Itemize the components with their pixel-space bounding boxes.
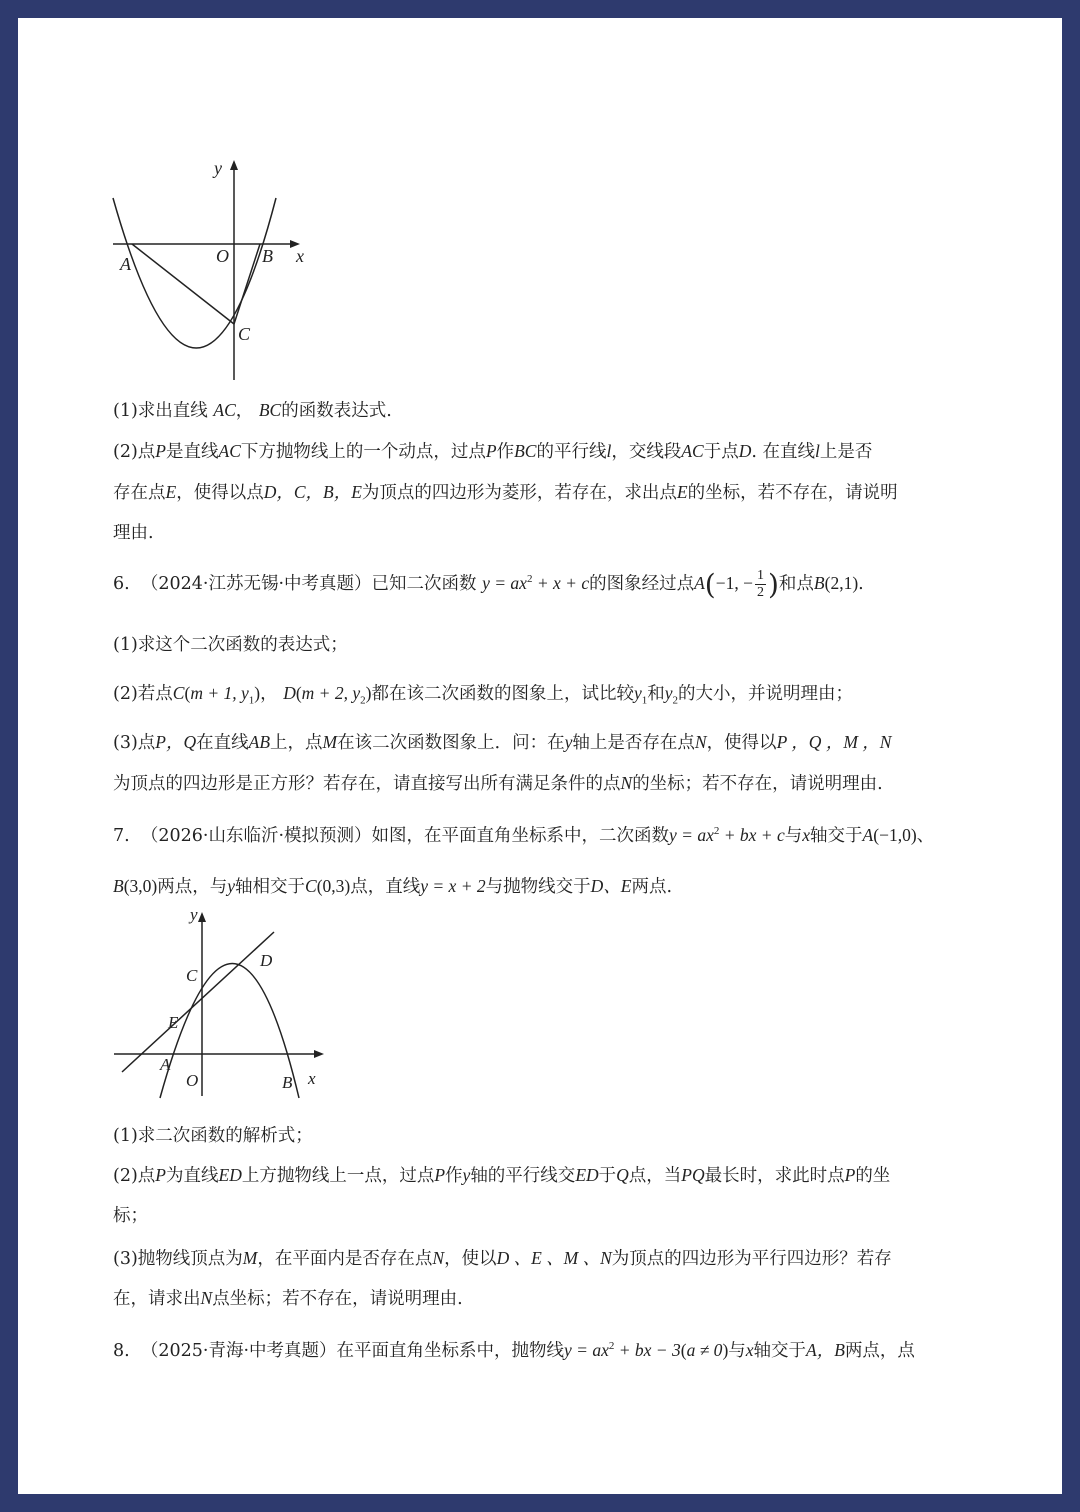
label-e: E <box>168 1013 179 1032</box>
q7-stem-line1: 7. （2026·山东临沂·模拟预测）如图，在平面直角坐标系中，二次函数$y = ax^2$ + bx + c与x轴交于A(−1,0)、 <box>113 824 935 846</box>
label-a: A <box>120 254 131 274</box>
q5-part1: (1)求出直线 AC， BC的函数表达式. <box>113 400 392 421</box>
q8-stem: 8. （2025·青海·中考真题）在平面直角坐标系中，抛物线$y = ax^2$ + bx − 3(a ≠ 0)与x轴交于A，B两点，点 <box>113 1339 915 1361</box>
y-axis-arrow <box>198 912 206 922</box>
q5-part2-line1: (2)点P是直线AC下方抛物线上的一个动点，过点P作BC的平行线l，交线段AC于点D. 在直线l上是否 <box>113 441 873 462</box>
parabola-curve <box>113 198 276 348</box>
label-a: A <box>160 1055 171 1074</box>
label-o: O <box>186 1071 199 1090</box>
document-page <box>18 18 1062 1494</box>
label-c: C <box>186 966 198 985</box>
q7-part2-line2: 标； <box>113 1206 148 1226</box>
label-d: D <box>260 951 273 970</box>
q6-part2: (2)若点C(m + 1, $y_1$)， D(m + 2, $y_2$)都在该二次函数的图象上，试比较$y_1$和$y_2$的大小，并说明理由； <box>113 683 854 707</box>
parabola-curve <box>160 964 299 1099</box>
q7-part1: (1)求二次函数的解析式； <box>113 1126 313 1146</box>
q7-part3-line2: 在，请求出N点坐标；若不存在，请说明理由. <box>113 1288 463 1309</box>
line-ed <box>122 932 274 1072</box>
figure-parabola-line <box>114 906 334 1106</box>
label-b: B <box>282 1073 293 1092</box>
label-o: O <box>216 246 229 266</box>
label-y: y <box>190 906 198 924</box>
q5-part2-line2: 存在点E，使得以点D，C，B，E为顶点的四边形为菱形，若存在，求出点E的坐标，若不存在，请说明 <box>113 482 898 503</box>
q6-stem: 6. （2024·江苏无锡·中考真题）已知二次函数 $y = ax^2 + x + c$的图象经过点A(−1, − $\frac{1}{2}$ )和点B(2,1). <box>113 567 864 601</box>
figure-parabola-abc <box>108 158 308 398</box>
label-x: x <box>296 246 304 266</box>
q7-stem-line2: B(3,0)两点，与y轴相交于C(0,3)点，直线y = x + 2与抛物线交于D、E两点. <box>113 876 673 897</box>
label-y: y <box>214 158 222 178</box>
y-axis-arrow <box>230 160 238 170</box>
x-axis-arrow <box>314 1050 324 1058</box>
q7-part2-line1: (2)点P为直线ED上方抛物线上一点，过点P作y轴的平行线交ED于Q点，当PQ最长时，求此时点P的坐 <box>113 1165 891 1186</box>
label-c: C <box>238 324 251 344</box>
segment-bc <box>234 244 260 324</box>
q7-part3-line1: (3)抛物线顶点为M，在平面内是否存在点N，使以D 、E 、M 、N为顶点的四边形为平行四边形？若存 <box>113 1248 892 1269</box>
label-b: B <box>262 246 273 266</box>
q6-part3-line1: (3)点P，Q在直线AB上，点M在该二次函数图象上．问：在y轴上是否存在点N，使得以P ，Q ，M ，N <box>113 732 892 753</box>
q6-part1: (1)求这个二次函数的表达式； <box>113 635 348 655</box>
label-x: x <box>308 1069 316 1088</box>
q5-part2-line3: 理由. <box>113 523 154 543</box>
q6-part3-line2: 为顶点的四边形是正方形？若存在，请直接写出所有满足条件的点N的坐标；若不存在，请说明理由. <box>113 773 883 794</box>
